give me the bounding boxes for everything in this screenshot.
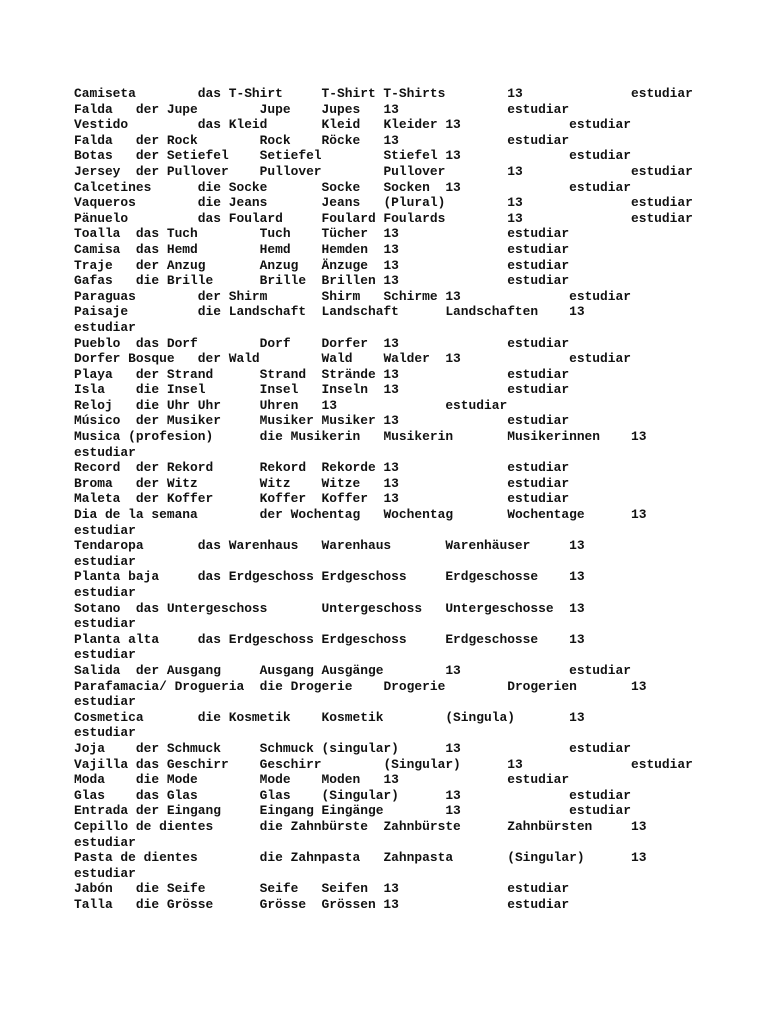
text-line: Falda der Jupe Jupe Jupes 13 estudiar: [74, 101, 570, 117]
text-line: Sotano das Untergeschoss Untergeschoss Untergeschosse 13: [74, 600, 585, 616]
text-line: Musica (profesion) die Musikerin Musikerin Musikerinnen 13: [74, 429, 647, 445]
text-line: estudiar: [74, 522, 136, 538]
text-line: estudiar: [74, 834, 136, 850]
text-line: Cepillo de dientes die Zahnbürste Zahnbürste Zahnbürsten 13: [74, 818, 647, 834]
text-line: Planta baja das Erdgeschoss Erdgeschoss Erdgeschosse 13: [74, 569, 585, 585]
text-line: Paisaje die Landschaft Landschaft Landschaften 13: [74, 304, 585, 320]
text-line: Vestido das Kleid Kleid Kleider 13 estudiar: [74, 117, 631, 133]
text-line: estudiar: [74, 694, 136, 710]
text-line: Entrada der Eingang Eingang Eingänge 13 estudiar: [74, 803, 631, 819]
text-line: Pänuelo das Foulard Foulard Foulards 13 estudiar: [74, 210, 693, 226]
text-line: estudiar: [74, 725, 136, 741]
text-line: Dia de la semana der Wochentag Wochentag Wochentage 13: [74, 507, 647, 523]
text-line: Toalla das Tuch Tuch Tücher 13 estudiar: [74, 226, 570, 242]
text-line: Tendaropa das Warenhaus Warenhaus Warenhäuser 13: [74, 538, 585, 554]
text-line: estudiar: [74, 585, 136, 600]
text-line: Vaqueros die Jeans Jeans (Plural) 13 estudiar: [74, 195, 693, 211]
text-line: estudiar: [74, 616, 136, 632]
text-line: Jabón die Seife Seife Seifen 13 estudiar: [74, 881, 570, 897]
text-line: Gafas die Brille Brille Brillen 13 estudiar: [74, 273, 570, 289]
text-line: Pueblo das Dorf Dorf Dorfer 13 estudiar: [74, 335, 570, 351]
text-line: estudiar: [74, 865, 136, 881]
text-line: Playa der Strand Strand Strände 13 estudiar: [74, 366, 570, 382]
text-line: Maleta der Koffer Koffer Koffer 13 estudiar: [74, 491, 570, 507]
text-line: Calcetines die Socke Socke Socken 13 estudiar: [74, 179, 631, 195]
text-line: Músico der Musiker Musiker Musiker 13 estudiar: [74, 413, 570, 429]
text-line: Record der Rekord Rekord Rekorde 13 estudiar: [74, 460, 570, 476]
text-line: estudiar: [74, 444, 136, 460]
text-line: estudiar: [74, 553, 136, 569]
text-line: Broma der Witz Witz Witze 13 estudiar: [74, 475, 570, 491]
text-line: Falda der Rock Rock Röcke 13 estudiar: [74, 132, 570, 148]
text-line: Paraguas der Shirm Shirm Schirme 13 estudiar: [74, 288, 631, 304]
text-line: Botas der Setiefel Setiefel Stiefel 13 estudiar: [74, 148, 631, 164]
text-line: Moda die Mode Mode Moden 13 estudiar: [74, 772, 570, 788]
text-line: Pasta de dientes die Zahnpasta Zahnpasta (Singular) 13: [74, 850, 647, 866]
document-text: [74, 86, 714, 912]
text-line: Jersey der Pullover Pullover Pullover 13 estudiar: [74, 163, 693, 179]
text-line: Vajilla das Geschirr Geschirr (Singular) 13 estudiar: [74, 756, 693, 772]
text-line: Camiseta das T-Shirt T-Shirt T-Shirts 13 estudiar: [74, 86, 693, 101]
text-line: Talla die Grösse Grösse Grössen 13 estudiar: [74, 896, 570, 912]
text-line: estudiar: [74, 319, 136, 335]
text-line: Isla die Insel Insel Inseln 13 estudiar: [74, 382, 570, 398]
text-line: estudiar: [74, 647, 136, 663]
text-line: Parafamacia/ Drogueria die Drogerie Drogerie Drogerien 13: [74, 678, 647, 694]
text-line: Camisa das Hemd Hemd Hemden 13 estudiar: [74, 241, 570, 257]
text-line: Cosmetica die Kosmetik Kosmetik (Singula) 13: [74, 709, 585, 725]
text-line: Traje der Anzug Anzug Änzuge 13 estudiar: [74, 257, 570, 273]
text-line: Glas das Glas Glas (Singular) 13 estudiar: [74, 787, 631, 803]
text-line: Salida der Ausgang Ausgang Ausgänge 13 estudiar: [74, 662, 631, 678]
text-line: Planta alta das Erdgeschoss Erdgeschoss Erdgeschosse 13: [74, 631, 585, 647]
text-line: Dorfer Bosque der Wald Wald Walder 13 estudiar: [74, 351, 631, 367]
text-line: Joja der Schmuck Schmuck (singular) 13 estudiar: [74, 740, 631, 756]
text-line: Reloj die Uhr Uhr Uhren 13 estudiar: [74, 397, 508, 413]
